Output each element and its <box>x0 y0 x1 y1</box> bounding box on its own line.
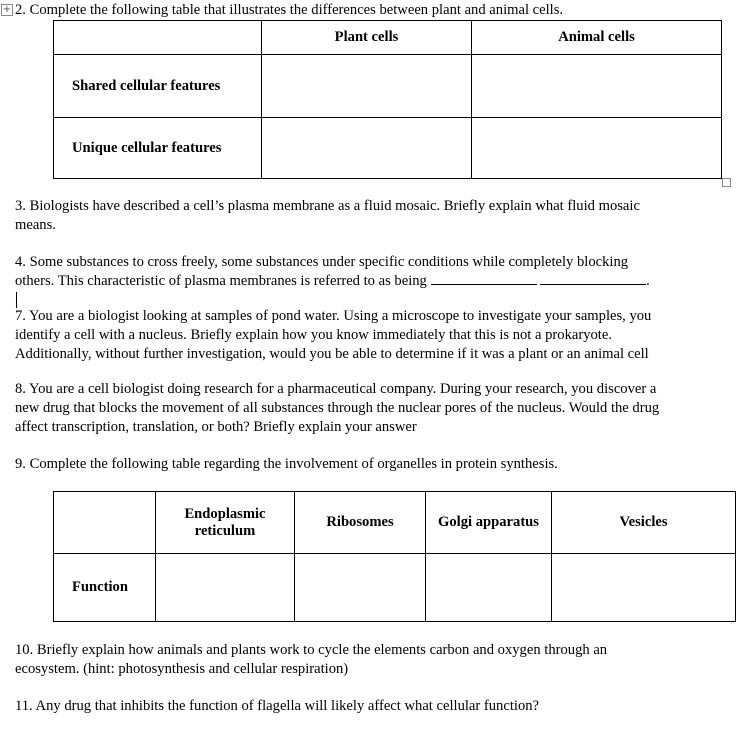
text-cursor <box>16 292 17 308</box>
cell-shared-plant[interactable] <box>262 55 472 118</box>
question-4 <box>15 253 735 291</box>
question-11: 11. Any drug that inhibits the function of flagella will likely affect what cellular function? <box>15 698 540 714</box>
question-8 <box>15 380 735 437</box>
plant-animal-table <box>53 20 722 179</box>
question-2: 2. Complete the following table that illustrates the differences between plant and animal cells. <box>15 2 564 18</box>
row-label-unique[interactable]: Unique cellular features <box>54 118 262 179</box>
header-vesicles[interactable]: Vesicles <box>552 492 736 554</box>
row-label-shared[interactable]: Shared cellular features <box>54 55 262 118</box>
answer-blank-2[interactable] <box>540 272 646 285</box>
question-3 <box>15 197 735 235</box>
question-3-line-2: means. <box>15 217 56 233</box>
period: . <box>646 273 650 289</box>
question-7 <box>15 307 735 364</box>
question-7-line-1: 7. You are a biologist looking at samples of pond water. Using a microscope to investigate your samples, you <box>15 308 652 324</box>
cell-ribosomes[interactable] <box>295 554 426 622</box>
question-8-line-3: affect transcription, translation, or both? Briefly explain your answer <box>15 419 417 435</box>
question-4-line-1: 4. Some substances to cross freely, some substances under specific conditions while completely blocking <box>15 254 629 270</box>
header-er[interactable]: Endoplasmic reticulum <box>156 492 295 554</box>
table-move-handle-icon[interactable]: + <box>2 4 12 15</box>
cell-unique-plant[interactable] <box>262 118 472 179</box>
cell-unique-animal[interactable] <box>472 118 722 179</box>
question-4-line-2: others. This characteristic of plasma membranes is referred to as being <box>15 273 427 289</box>
table-resize-handle-icon[interactable] <box>722 178 731 187</box>
question-8-line-1: 8. You are a cell biologist doing research for a pharmaceutical company. During your research, you discover a <box>15 381 657 397</box>
question-10-line-2: ecosystem. (hint: photosynthesis and cellular respiration) <box>15 661 349 677</box>
organelle-table <box>53 491 736 622</box>
cell-er[interactable] <box>156 554 295 622</box>
cell-shared-animal[interactable] <box>472 55 722 118</box>
question-10-line-1: 10. Briefly explain how animals and plants work to cycle the elements carbon and oxygen through an <box>15 642 608 658</box>
cell-golgi[interactable] <box>426 554 552 622</box>
question-7-line-2: identify a cell with a nucleus. Briefly explain how you know immediately that this is not a prokaryote. <box>15 327 612 343</box>
row-label-function[interactable]: Function <box>54 554 156 622</box>
answer-blank-1[interactable] <box>431 272 537 285</box>
header-golgi[interactable]: Golgi apparatus <box>426 492 552 554</box>
question-9: 9. Complete the following table regarding the involvement of organelles in protein synthesis. <box>15 456 558 472</box>
question-10 <box>15 641 735 679</box>
question-3-line-1: 3. Biologists have described a cell’s plasma membrane as a fluid mosaic. Briefly explain what fluid mosaic <box>15 198 640 214</box>
question-7-line-3: Additionally, without further investigation, would you be able to determine if it was a plant or an animal cell <box>15 346 649 362</box>
header-empty[interactable] <box>54 21 262 55</box>
header-ribosomes[interactable]: Ribosomes <box>295 492 426 554</box>
question-8-line-2: new drug that blocks the movement of all substances through the nuclear pores of the nucleus. Would the drug <box>15 400 660 416</box>
header-plant-cells[interactable]: Plant cells <box>262 21 472 55</box>
cell-vesicles[interactable] <box>552 554 736 622</box>
header-animal-cells[interactable]: Animal cells <box>472 21 722 55</box>
header-empty[interactable] <box>54 492 156 554</box>
